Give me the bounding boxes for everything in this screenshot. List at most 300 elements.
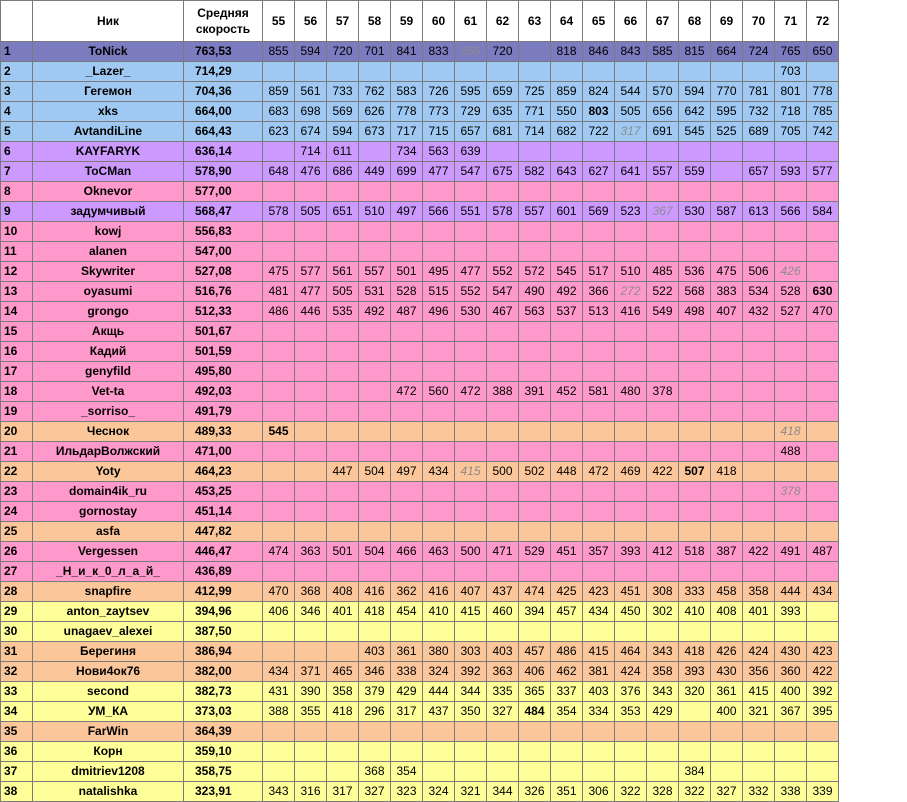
row-number[interactable]: 16	[1, 342, 33, 362]
score-cell[interactable]: 434	[423, 462, 455, 482]
score-cell[interactable]: 544	[615, 82, 647, 102]
score-cell[interactable]: 406	[519, 662, 551, 682]
score-cell[interactable]: 429	[647, 702, 679, 722]
score-cell[interactable]	[615, 62, 647, 82]
row-number[interactable]: 1	[1, 42, 33, 62]
score-cell[interactable]: 472	[391, 382, 423, 402]
score-cell[interactable]	[583, 62, 615, 82]
speed-cell[interactable]: 501,59	[184, 342, 263, 362]
score-cell[interactable]: 393	[615, 542, 647, 562]
score-cell[interactable]	[327, 742, 359, 762]
score-cell[interactable]	[359, 182, 391, 202]
score-cell[interactable]: 423	[583, 582, 615, 602]
score-cell[interactable]: 488	[775, 442, 807, 462]
score-cell[interactable]	[743, 562, 775, 582]
score-cell[interactable]	[455, 362, 487, 382]
score-cell[interactable]	[263, 642, 295, 662]
row-number[interactable]: 31	[1, 642, 33, 662]
score-cell[interactable]	[519, 562, 551, 582]
score-cell[interactable]: 422	[743, 542, 775, 562]
score-cell[interactable]	[327, 502, 359, 522]
score-cell[interactable]: 416	[359, 582, 391, 602]
score-cell[interactable]	[263, 362, 295, 382]
score-cell[interactable]: 855	[263, 42, 295, 62]
score-cell[interactable]	[711, 342, 743, 362]
nick-cell[interactable]: Кадий	[33, 342, 184, 362]
score-cell[interactable]	[423, 182, 455, 202]
nick-cell[interactable]: ToNick	[33, 42, 184, 62]
score-cell[interactable]	[519, 742, 551, 762]
header-num[interactable]	[1, 1, 33, 42]
score-cell[interactable]	[295, 722, 327, 742]
row-number[interactable]: 14	[1, 302, 33, 322]
score-cell[interactable]	[647, 562, 679, 582]
score-cell[interactable]: 498	[679, 302, 711, 322]
score-cell[interactable]	[711, 742, 743, 762]
score-cell[interactable]: 601	[551, 202, 583, 222]
score-cell[interactable]	[807, 502, 839, 522]
score-cell[interactable]: 416	[423, 582, 455, 602]
score-cell[interactable]	[423, 322, 455, 342]
score-cell[interactable]: 462	[551, 662, 583, 682]
score-cell[interactable]: 635	[487, 102, 519, 122]
score-cell[interactable]: 317	[327, 782, 359, 802]
score-cell[interactable]	[679, 622, 711, 642]
speed-cell[interactable]: 359,10	[184, 742, 263, 762]
score-cell[interactable]	[295, 742, 327, 762]
score-cell[interactable]: 815	[679, 42, 711, 62]
score-cell[interactable]	[711, 402, 743, 422]
speed-cell[interactable]: 501,67	[184, 322, 263, 342]
score-cell[interactable]	[807, 762, 839, 782]
score-cell[interactable]: 393	[775, 602, 807, 622]
score-cell[interactable]: 355	[295, 702, 327, 722]
score-cell[interactable]: 415	[583, 642, 615, 662]
score-cell[interactable]: 476	[295, 162, 327, 182]
score-cell[interactable]	[423, 62, 455, 82]
score-cell[interactable]	[551, 322, 583, 342]
score-cell[interactable]	[743, 242, 775, 262]
nick-cell[interactable]: _Н_и_к_0_л_а_й_	[33, 562, 184, 582]
score-cell[interactable]: 545	[679, 122, 711, 142]
nick-cell[interactable]: gornostay	[33, 502, 184, 522]
score-cell[interactable]: 381	[583, 662, 615, 682]
row-number[interactable]: 15	[1, 322, 33, 342]
score-cell[interactable]: 545	[263, 422, 295, 442]
score-cell[interactable]: 327	[487, 702, 519, 722]
score-cell[interactable]: 770	[711, 82, 743, 102]
score-cell[interactable]: 691	[647, 122, 679, 142]
score-cell[interactable]: 394	[519, 602, 551, 622]
score-cell[interactable]: 395	[807, 702, 839, 722]
nick-cell[interactable]: grongo	[33, 302, 184, 322]
score-cell[interactable]	[359, 142, 391, 162]
row-number[interactable]: 6	[1, 142, 33, 162]
score-cell[interactable]	[679, 362, 711, 382]
header-col-55[interactable]: 55	[263, 1, 295, 42]
score-cell[interactable]	[775, 762, 807, 782]
header-nick[interactable]: Ник	[33, 1, 184, 42]
score-cell[interactable]: 859	[551, 82, 583, 102]
score-cell[interactable]	[263, 62, 295, 82]
score-cell[interactable]: 327	[711, 782, 743, 802]
score-cell[interactable]	[423, 442, 455, 462]
score-cell[interactable]: 559	[679, 162, 711, 182]
score-cell[interactable]	[679, 562, 711, 582]
score-cell[interactable]	[551, 722, 583, 742]
score-cell[interactable]: 425	[551, 582, 583, 602]
score-cell[interactable]	[455, 242, 487, 262]
score-cell[interactable]: 648	[263, 162, 295, 182]
score-cell[interactable]	[327, 762, 359, 782]
speed-cell[interactable]: 386,94	[184, 642, 263, 662]
score-cell[interactable]	[455, 342, 487, 362]
nick-cell[interactable]: domain4ik_ru	[33, 482, 184, 502]
score-cell[interactable]: 527	[775, 302, 807, 322]
score-cell[interactable]: 444	[775, 582, 807, 602]
score-cell[interactable]	[679, 722, 711, 742]
score-cell[interactable]	[807, 62, 839, 82]
score-cell[interactable]	[775, 722, 807, 742]
score-cell[interactable]: 584	[807, 202, 839, 222]
score-cell[interactable]	[455, 182, 487, 202]
speed-cell[interactable]: 512,33	[184, 302, 263, 322]
score-cell[interactable]: 333	[679, 582, 711, 602]
header-col-56[interactable]: 56	[295, 1, 327, 42]
speed-cell[interactable]: 527,08	[184, 262, 263, 282]
score-cell[interactable]	[455, 622, 487, 642]
score-cell[interactable]: 356	[743, 662, 775, 682]
speed-cell[interactable]: 636,14	[184, 142, 263, 162]
score-cell[interactable]	[807, 222, 839, 242]
header-col-63[interactable]: 63	[519, 1, 551, 42]
score-cell[interactable]: 322	[615, 782, 647, 802]
header-col-70[interactable]: 70	[743, 1, 775, 42]
score-cell[interactable]: 408	[711, 602, 743, 622]
score-cell[interactable]: 401	[327, 602, 359, 622]
score-cell[interactable]: 346	[295, 602, 327, 622]
score-cell[interactable]	[359, 622, 391, 642]
score-cell[interactable]	[679, 502, 711, 522]
score-cell[interactable]	[647, 142, 679, 162]
nick-cell[interactable]: unagaev_alexei	[33, 622, 184, 642]
row-number[interactable]: 8	[1, 182, 33, 202]
score-cell[interactable]	[487, 142, 519, 162]
score-cell[interactable]	[455, 322, 487, 342]
score-cell[interactable]	[391, 622, 423, 642]
score-cell[interactable]: 595	[455, 82, 487, 102]
score-cell[interactable]: 474	[519, 582, 551, 602]
score-cell[interactable]	[455, 562, 487, 582]
score-cell[interactable]: 675	[487, 162, 519, 182]
score-cell[interactable]: 720	[327, 42, 359, 62]
nick-cell[interactable]: alanen	[33, 242, 184, 262]
score-cell[interactable]: 486	[551, 642, 583, 662]
score-cell[interactable]	[615, 222, 647, 242]
score-cell[interactable]: 358	[647, 662, 679, 682]
score-cell[interactable]	[551, 522, 583, 542]
score-cell[interactable]	[807, 322, 839, 342]
score-cell[interactable]: 639	[455, 142, 487, 162]
nick-cell[interactable]: ИльдарВолжский	[33, 442, 184, 462]
score-cell[interactable]	[551, 142, 583, 162]
speed-cell[interactable]: 491,79	[184, 402, 263, 422]
score-cell[interactable]: 344	[455, 682, 487, 702]
score-cell[interactable]: 510	[615, 262, 647, 282]
score-cell[interactable]	[423, 342, 455, 362]
score-cell[interactable]: 650	[807, 42, 839, 62]
score-cell[interactable]: 505	[615, 102, 647, 122]
score-cell[interactable]	[647, 742, 679, 762]
score-cell[interactable]: 733	[327, 82, 359, 102]
score-cell[interactable]	[551, 342, 583, 362]
speed-cell[interactable]: 664,00	[184, 102, 263, 122]
row-number[interactable]: 19	[1, 402, 33, 422]
score-cell[interactable]	[391, 562, 423, 582]
score-cell[interactable]: 444	[423, 682, 455, 702]
score-cell[interactable]: 363	[295, 542, 327, 562]
score-cell[interactable]: 859	[263, 82, 295, 102]
speed-cell[interactable]: 763,53	[184, 42, 263, 62]
score-cell[interactable]: 492	[359, 302, 391, 322]
score-cell[interactable]: 698	[295, 102, 327, 122]
score-cell[interactable]: 426	[711, 642, 743, 662]
score-cell[interactable]	[551, 62, 583, 82]
score-cell[interactable]: 321	[455, 782, 487, 802]
speed-cell[interactable]: 495,80	[184, 362, 263, 382]
score-cell[interactable]	[583, 142, 615, 162]
row-number[interactable]: 11	[1, 242, 33, 262]
score-cell[interactable]	[455, 722, 487, 742]
score-cell[interactable]	[679, 222, 711, 242]
score-cell[interactable]	[359, 362, 391, 382]
score-cell[interactable]: 379	[359, 682, 391, 702]
speed-cell[interactable]: 704,36	[184, 82, 263, 102]
score-cell[interactable]	[487, 242, 519, 262]
score-cell[interactable]	[775, 382, 807, 402]
score-cell[interactable]	[423, 222, 455, 242]
score-cell[interactable]	[711, 502, 743, 522]
score-cell[interactable]: 392	[807, 682, 839, 702]
score-cell[interactable]	[487, 402, 519, 422]
score-cell[interactable]: 734	[391, 142, 423, 162]
score-cell[interactable]	[711, 62, 743, 82]
header-col-68[interactable]: 68	[679, 1, 711, 42]
score-cell[interactable]: 303	[455, 642, 487, 662]
score-cell[interactable]	[743, 622, 775, 642]
score-cell[interactable]	[263, 382, 295, 402]
score-cell[interactable]: 513	[583, 302, 615, 322]
score-cell[interactable]	[263, 482, 295, 502]
score-cell[interactable]: 410	[679, 602, 711, 622]
score-cell[interactable]	[391, 422, 423, 442]
score-cell[interactable]: 492	[551, 282, 583, 302]
score-cell[interactable]: 434	[263, 662, 295, 682]
nick-cell[interactable]: natalishka	[33, 782, 184, 802]
score-cell[interactable]: 353	[615, 702, 647, 722]
score-cell[interactable]	[263, 242, 295, 262]
score-cell[interactable]	[711, 422, 743, 442]
score-cell[interactable]: 557	[359, 262, 391, 282]
score-cell[interactable]: 537	[551, 302, 583, 322]
score-cell[interactable]: 357	[583, 542, 615, 562]
score-cell[interactable]	[423, 762, 455, 782]
score-cell[interactable]: 578	[487, 202, 519, 222]
nick-cell[interactable]: oyasumi	[33, 282, 184, 302]
score-cell[interactable]: 726	[423, 82, 455, 102]
score-cell[interactable]	[679, 402, 711, 422]
score-cell[interactable]: 545	[551, 262, 583, 282]
score-cell[interactable]: 682	[551, 122, 583, 142]
score-cell[interactable]: 470	[807, 302, 839, 322]
score-cell[interactable]	[743, 322, 775, 342]
score-cell[interactable]: 361	[711, 682, 743, 702]
score-cell[interactable]: 380	[423, 642, 455, 662]
score-cell[interactable]	[263, 742, 295, 762]
score-cell[interactable]: 630	[807, 282, 839, 302]
score-cell[interactable]: 718	[775, 102, 807, 122]
score-cell[interactable]: 400	[775, 682, 807, 702]
score-cell[interactable]: 471	[487, 542, 519, 562]
score-cell[interactable]: 457	[551, 602, 583, 622]
score-cell[interactable]	[711, 562, 743, 582]
score-cell[interactable]: 785	[807, 102, 839, 122]
score-cell[interactable]	[359, 562, 391, 582]
score-cell[interactable]	[295, 642, 327, 662]
score-cell[interactable]	[743, 442, 775, 462]
header-col-60[interactable]: 60	[423, 1, 455, 42]
score-cell[interactable]: 536	[679, 262, 711, 282]
score-cell[interactable]: 368	[295, 582, 327, 602]
score-cell[interactable]: 593	[775, 162, 807, 182]
score-cell[interactable]: 387	[711, 542, 743, 562]
score-cell[interactable]: 363	[487, 662, 519, 682]
score-cell[interactable]: 452	[551, 382, 583, 402]
score-cell[interactable]: 308	[647, 582, 679, 602]
score-cell[interactable]	[775, 522, 807, 542]
score-cell[interactable]	[615, 742, 647, 762]
score-cell[interactable]: 450	[615, 602, 647, 622]
score-cell[interactable]: 572	[519, 262, 551, 282]
score-cell[interactable]	[775, 182, 807, 202]
score-cell[interactable]: 674	[295, 122, 327, 142]
score-cell[interactable]	[615, 722, 647, 742]
score-cell[interactable]	[423, 522, 455, 542]
speed-cell[interactable]: 489,33	[184, 422, 263, 442]
score-cell[interactable]	[455, 402, 487, 422]
row-number[interactable]: 28	[1, 582, 33, 602]
score-cell[interactable]: 497	[391, 462, 423, 482]
score-cell[interactable]: 673	[359, 122, 391, 142]
score-cell[interactable]: 415	[455, 462, 487, 482]
score-cell[interactable]	[551, 242, 583, 262]
nick-cell[interactable]: dmitriev1208	[33, 762, 184, 782]
score-cell[interactable]	[551, 222, 583, 242]
score-cell[interactable]	[743, 502, 775, 522]
score-cell[interactable]	[359, 442, 391, 462]
score-cell[interactable]: 415	[455, 602, 487, 622]
score-cell[interactable]	[263, 142, 295, 162]
score-cell[interactable]	[519, 502, 551, 522]
score-cell[interactable]	[359, 382, 391, 402]
score-cell[interactable]	[519, 142, 551, 162]
score-cell[interactable]: 343	[647, 642, 679, 662]
score-cell[interactable]: 344	[487, 782, 519, 802]
score-cell[interactable]	[807, 562, 839, 582]
score-cell[interactable]: 594	[327, 122, 359, 142]
score-cell[interactable]: 403	[583, 682, 615, 702]
score-cell[interactable]: 351	[551, 782, 583, 802]
score-cell[interactable]	[487, 322, 519, 342]
score-cell[interactable]	[295, 762, 327, 782]
score-cell[interactable]: 383	[711, 282, 743, 302]
score-cell[interactable]	[391, 482, 423, 502]
score-cell[interactable]: 504	[359, 542, 391, 562]
score-cell[interactable]	[295, 342, 327, 362]
score-cell[interactable]	[487, 482, 519, 502]
score-cell[interactable]: 378	[775, 482, 807, 502]
score-cell[interactable]	[679, 322, 711, 342]
score-cell[interactable]	[327, 182, 359, 202]
score-cell[interactable]	[263, 722, 295, 742]
score-cell[interactable]	[743, 522, 775, 542]
score-cell[interactable]	[295, 422, 327, 442]
score-cell[interactable]	[679, 482, 711, 502]
score-cell[interactable]: 843	[615, 42, 647, 62]
score-cell[interactable]	[487, 362, 519, 382]
score-cell[interactable]	[647, 182, 679, 202]
header-col-67[interactable]: 67	[647, 1, 679, 42]
score-cell[interactable]	[615, 362, 647, 382]
score-cell[interactable]: 429	[391, 682, 423, 702]
score-cell[interactable]	[519, 522, 551, 542]
score-cell[interactable]	[711, 362, 743, 382]
score-cell[interactable]: 484	[519, 702, 551, 722]
score-cell[interactable]: 582	[519, 162, 551, 182]
score-cell[interactable]	[711, 382, 743, 402]
score-cell[interactable]: 778	[391, 102, 423, 122]
score-cell[interactable]	[743, 742, 775, 762]
score-cell[interactable]: 354	[551, 702, 583, 722]
score-cell[interactable]	[711, 442, 743, 462]
score-cell[interactable]	[647, 242, 679, 262]
score-cell[interactable]	[487, 522, 519, 542]
score-cell[interactable]	[615, 522, 647, 542]
score-cell[interactable]: 664	[711, 42, 743, 62]
score-cell[interactable]	[487, 182, 519, 202]
score-cell[interactable]: 517	[583, 262, 615, 282]
score-cell[interactable]: 316	[295, 782, 327, 802]
speed-cell[interactable]: 714,29	[184, 62, 263, 82]
score-cell[interactable]	[775, 222, 807, 242]
score-cell[interactable]	[743, 222, 775, 242]
score-cell[interactable]: 487	[807, 542, 839, 562]
score-cell[interactable]	[295, 462, 327, 482]
score-cell[interactable]	[423, 402, 455, 422]
score-cell[interactable]: 569	[583, 202, 615, 222]
score-cell[interactable]	[583, 722, 615, 742]
score-cell[interactable]	[359, 742, 391, 762]
score-cell[interactable]	[295, 402, 327, 422]
score-cell[interactable]	[423, 362, 455, 382]
score-cell[interactable]	[519, 242, 551, 262]
score-cell[interactable]: 505	[327, 282, 359, 302]
score-cell[interactable]	[583, 482, 615, 502]
score-cell[interactable]: 367	[647, 202, 679, 222]
nick-cell[interactable]: snapfire	[33, 582, 184, 602]
score-cell[interactable]	[807, 342, 839, 362]
speed-cell[interactable]: 394,96	[184, 602, 263, 622]
